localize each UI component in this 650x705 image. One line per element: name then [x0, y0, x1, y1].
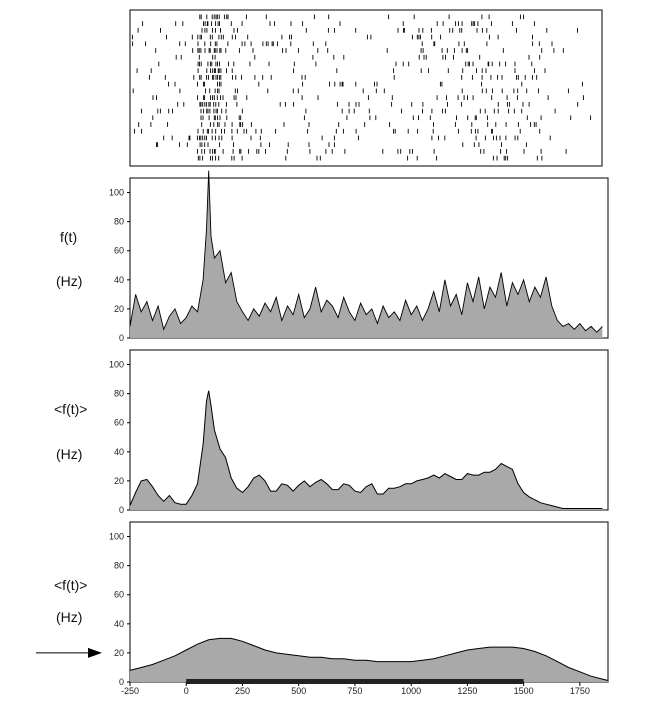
- mean-rate-ylabel-bottom: (Hz): [56, 609, 83, 625]
- x-tick-label: 250: [234, 686, 250, 696]
- y-tick-label: 20: [113, 303, 124, 314]
- instant-rate-y-ticks: [109, 188, 130, 343]
- smoothed-rate-panel: [54, 350, 608, 515]
- x-tick-label: 1750: [569, 686, 590, 696]
- y-tick-label: 0: [118, 333, 124, 343]
- x-tick-label: 1250: [457, 686, 478, 696]
- smoothed-rate-ylabel-bottom: (Hz): [56, 446, 83, 462]
- marker-arrow-icon: [36, 648, 102, 658]
- stimulus-bar: [186, 679, 523, 684]
- x-tick-label: 0: [183, 686, 189, 696]
- y-tick-label: 0: [118, 505, 124, 515]
- y-tick-label: 20: [113, 475, 124, 486]
- y-tick-label: 40: [113, 274, 124, 285]
- y-tick-label: 80: [113, 388, 124, 399]
- mean-rate-y-ticks: [109, 532, 130, 687]
- y-tick-label: 100: [108, 359, 124, 370]
- raster-frame: [130, 10, 602, 166]
- raster-spikes: [132, 15, 590, 161]
- mean-rate-x-ticks: [121, 682, 590, 696]
- y-tick-label: 80: [113, 216, 124, 227]
- instant-rate-panel: [56, 171, 608, 343]
- instant-rate-ylabel-bottom: (Hz): [56, 273, 83, 289]
- smoothed-rate-ylabel-top: <f(t)>: [54, 401, 88, 417]
- x-tick-label: 500: [291, 686, 307, 696]
- raster-panel: [130, 10, 602, 166]
- y-tick-label: 0: [118, 677, 124, 687]
- smoothed-rate-y-ticks: [109, 360, 130, 515]
- smoothed-rate-area: [130, 391, 602, 510]
- y-tick-label: 100: [108, 531, 124, 542]
- y-tick-label: 100: [108, 187, 124, 198]
- arrow-head: [88, 648, 102, 658]
- mean-rate-panel: [36, 522, 608, 696]
- x-tick-label: 750: [347, 686, 363, 696]
- instant-rate-area: [130, 171, 602, 338]
- x-tick-label: -250: [120, 686, 140, 696]
- mean-rate-area: [130, 638, 608, 682]
- x-tick-label: 1000: [401, 686, 422, 696]
- area-fill: [130, 391, 602, 510]
- area-fill: [130, 171, 602, 338]
- y-tick-label: 40: [113, 618, 124, 629]
- y-tick-label: 80: [113, 560, 124, 571]
- y-tick-label: 60: [113, 589, 124, 600]
- y-tick-label: 20: [113, 647, 124, 658]
- instant-rate-ylabel-top: f(t): [60, 229, 78, 245]
- y-tick-label: 60: [113, 417, 124, 428]
- y-tick-label: 40: [113, 446, 124, 457]
- x-tick-label: 1500: [513, 686, 534, 696]
- stimulus-bar-rect: [186, 679, 523, 684]
- mean-rate-ylabel-top: <f(t)>: [54, 577, 88, 593]
- y-tick-label: 60: [113, 245, 124, 256]
